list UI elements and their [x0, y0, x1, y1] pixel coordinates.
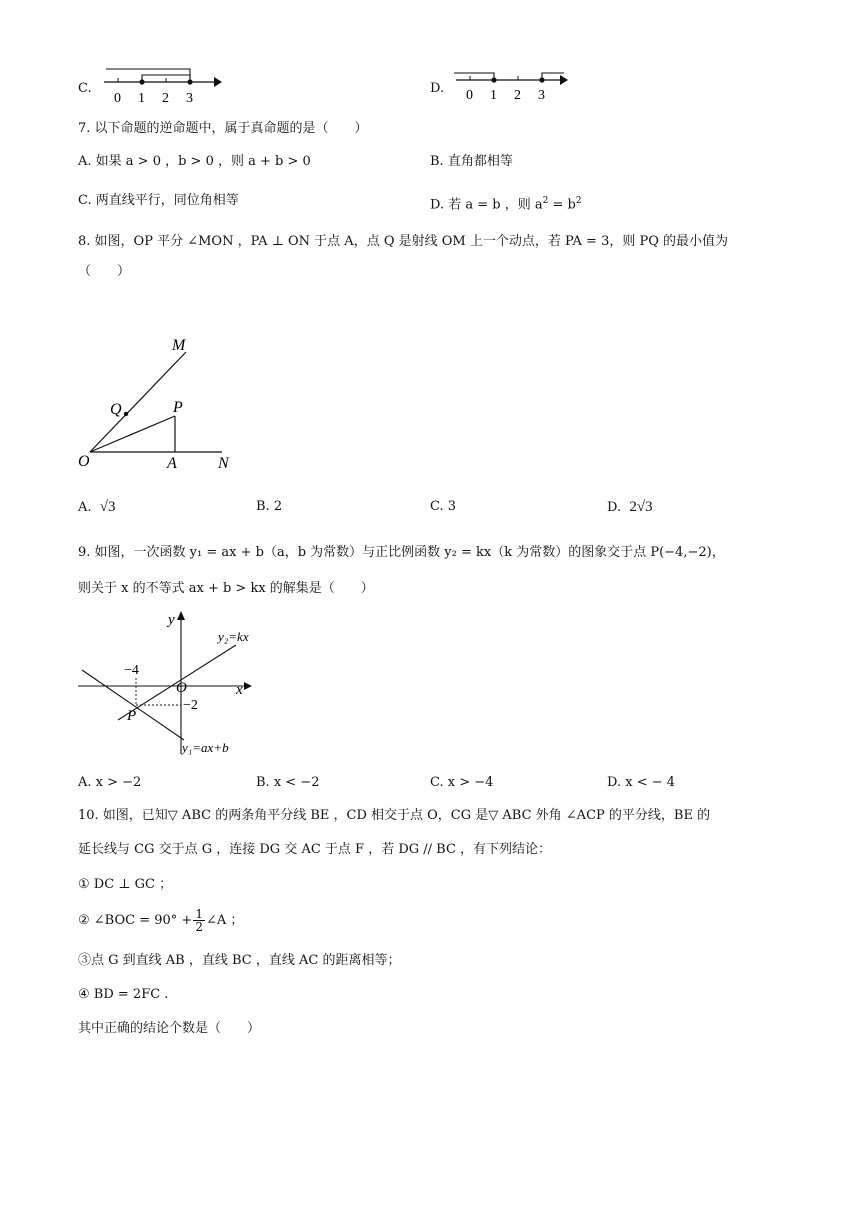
q7-stem: 7. 以下命题的逆命题中，属于真命题的是（ ）	[78, 121, 368, 136]
q6-option-d-number-line	[448, 62, 578, 106]
q10-conclusion-2: ② ∠BOC = 90° + $\frac{1}{2}$ ∠A ；	[78, 907, 244, 934]
q7-option-d: D. 若 a = b ，则 $a^2 = b^2$	[430, 196, 582, 213]
q9-option-a: A. x > −2	[78, 775, 142, 790]
q9-figure	[72, 608, 272, 758]
q7-option-a: A. 如果 a > 0 ，b > 0 ，则 a + b > 0	[78, 154, 311, 169]
label-p: P	[173, 399, 183, 416]
label-neg2: −2	[183, 698, 198, 713]
q8-stem-bracket: （ ）	[78, 264, 131, 279]
tick-1: 1	[138, 91, 145, 106]
tick-0: 0	[114, 91, 121, 106]
tick-3: 3	[186, 91, 193, 106]
q9-stem-line2: 则关于 x 的不等式 ax + b > kx 的解集是（ ）	[78, 581, 374, 596]
q10-stem-line2: 延长线与 CG 交于点 G ，连接 DG 交 AC 于点 F ，若 DG // BC ，有下列结论：	[78, 842, 552, 857]
q7-option-c: C. 两直线平行，同位角相等	[78, 193, 239, 208]
label-y1: y₁=ax+b	[182, 740, 229, 755]
q9-option-b: B. x < −2	[256, 775, 320, 790]
q6-option-d-label: D.	[430, 81, 445, 96]
label-n: N	[218, 455, 229, 472]
tick-2: 2	[162, 91, 169, 106]
q10-question: 其中正确的结论个数是（ ）	[78, 1021, 261, 1036]
q8-figure	[72, 330, 242, 475]
q10-stem: 10. 如图，已知▽ ABC 的两条角平分线 BE ，CD 相交于点 O，CG 是▽ ABC 外角 ∠ACP 的平分线，BE 的	[78, 808, 711, 823]
q8-stem: 8. 如图，OP 平分 ∠MON ，PA ⊥ ON 于点 A，点 Q 是射线 OM 上一个动点，若 PA = 3，则 PQ 的最小值为	[78, 234, 729, 249]
tick-3: 3	[538, 88, 545, 103]
q8-option-d: D. 2√3	[607, 499, 653, 515]
label-o: O	[78, 453, 90, 470]
q10-conclusion-3: ③点 G 到直线 AB ，直线 BC ，直线 AC 的距离相等；	[78, 953, 401, 968]
label-q: Q	[110, 401, 122, 418]
q8-option-c: C. 3	[430, 499, 457, 514]
q8-option-b: B. 2	[256, 499, 283, 514]
label-y: y	[168, 612, 175, 628]
label-p: P	[127, 708, 137, 724]
label-neg4: −4	[124, 663, 139, 678]
q6-option-c-label: C.	[78, 81, 92, 96]
label-x: x	[236, 682, 243, 698]
label-o: O	[176, 680, 187, 696]
q10-conclusion-4: ④ BD = 2FC .	[78, 987, 169, 1002]
q9-stem: 9. 如图，一次函数 y₁ = ax + b（a，b 为常数）与正比例函数 y₂ = kx（k 为常数）的图象交于点 P(−4,−2)，	[78, 545, 725, 560]
tick-0: 0	[466, 88, 473, 103]
q6-option-c-number-line	[96, 62, 226, 106]
q9-option-d: D. x < − 4	[607, 775, 676, 790]
label-a: A	[167, 455, 177, 472]
tick-1: 1	[490, 88, 497, 103]
tick-2: 2	[514, 88, 521, 103]
q7-option-b: B. 直角都相等	[430, 154, 513, 169]
q8-option-a: A. √3	[78, 499, 116, 515]
label-m: M	[172, 337, 186, 354]
q9-option-c: C. x > −4	[430, 775, 494, 790]
label-y2: y₂=kx	[218, 629, 249, 644]
q10-conclusion-1: ① DC ⊥ GC ；	[78, 877, 173, 892]
